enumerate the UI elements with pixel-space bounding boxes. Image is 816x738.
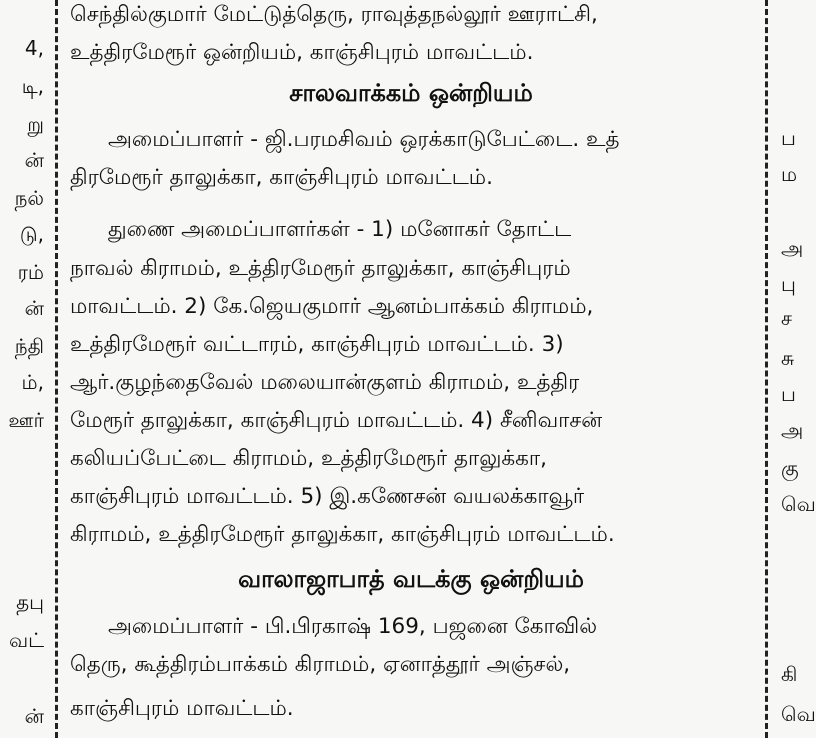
right-fragment-line: ம bbox=[781, 162, 798, 186]
left-fragment-line: டு, bbox=[19, 222, 44, 246]
left-fragment-line: ம், bbox=[21, 370, 44, 394]
body-line: கிராமம், உத்திரமேரூர் தாலுக்கா, காஞ்சிபுரம் மாவட்டம். bbox=[70, 522, 615, 547]
body-line: செந்தில்குமார் மேட்டுத்தெரு, ராவுத்தநல்லூர் ஊராட்சி, bbox=[70, 2, 598, 27]
right-fragment-line: கி bbox=[781, 662, 798, 686]
right-fragment-line: சு bbox=[781, 346, 795, 370]
body-line: உத்திரமேரூர் ஒன்றியம், காஞ்சிபுரம் மாவட்டம். bbox=[70, 40, 534, 65]
left-fragment-line: வட் bbox=[8, 628, 44, 652]
right-fragment-line: ச bbox=[781, 306, 793, 330]
left-fragment-line: ந்தி bbox=[14, 334, 44, 358]
body-line: அமைப்பாளர் - ஜி.பரமசிவம் ஒரக்காடுபேட்டை. உத் bbox=[108, 127, 620, 152]
article-column bbox=[70, 0, 752, 738]
right-fragment-line: வெ bbox=[781, 702, 816, 726]
body-line: காஞ்சிபுரம் மாவட்டம். bbox=[70, 696, 294, 721]
section-heading: வாலாஜாபாத் வடக்கு ஒன்றியம் bbox=[238, 565, 584, 593]
left-fragment-line: 4, bbox=[24, 36, 44, 60]
body-line: மாவட்டம். 2) கே.ஜெயகுமார் ஆனம்பாக்கம் கிராமம், bbox=[70, 294, 594, 319]
right-fragment-line: அ bbox=[781, 418, 804, 442]
right-fragment-line: அ bbox=[781, 236, 804, 260]
body-line: ஆர்.குழந்தைவேல் மலையான்குளம் கிராமம், உத்திர bbox=[70, 370, 580, 395]
body-line: மேரூர் தாலுக்கா, காஞ்சிபுரம் மாவட்டம். 4) சீனிவாசன் bbox=[70, 408, 603, 433]
body-line: தெரு, கூத்திரம்பாக்கம் கிராமம், ஏனாத்தூர் அஞ்சல், bbox=[70, 652, 571, 677]
right-fragment-line: ப bbox=[781, 126, 796, 150]
left-fragment-line: டி, bbox=[21, 74, 44, 98]
body-line: கலியப்பேட்டை கிராமம், உத்திரமேரூர் தாலுக்கா, bbox=[70, 446, 547, 471]
right-fragment-line: பு bbox=[781, 272, 796, 296]
left-fragment-line: ரம் bbox=[17, 260, 44, 284]
right-fragment-line: வெ bbox=[781, 492, 816, 516]
left-fragment-line: நல் bbox=[14, 186, 44, 210]
left-fragment-line: ன் bbox=[24, 296, 44, 320]
right-fragment-line: கு bbox=[781, 456, 799, 480]
left-fragment-line: ன் bbox=[24, 704, 44, 728]
left-fragment-line: தபு bbox=[16, 590, 44, 614]
body-line: அமைப்பாளர் - பி.பிரகாஷ் 169, பஜனை கோவில் bbox=[108, 614, 598, 639]
body-line: நாவல் கிராமம், உத்திரமேரூர் தாலுக்கா, காஞ்சிபுரம் bbox=[70, 256, 571, 281]
left-column-fragment bbox=[0, 0, 50, 738]
column-divider-left bbox=[55, 0, 58, 738]
section-heading: சாலவாக்கம் ஒன்றியம் bbox=[289, 79, 533, 107]
body-line: உத்திரமேரூர் வட்டாரம், காஞ்சிபுரம் மாவட்டம். 3) bbox=[70, 332, 564, 357]
left-fragment-line: று bbox=[27, 112, 44, 136]
right-column-fragment bbox=[775, 0, 816, 738]
body-line: காஞ்சிபுரம் மாவட்டம். 5) இ.கணேசன் வயலக்காவூர் bbox=[70, 484, 585, 509]
left-fragment-line: ஊர் bbox=[8, 408, 44, 432]
left-fragment-line: ன் bbox=[24, 148, 44, 172]
body-line: துணை அமைப்பாளர்கள் - 1) மனோகர் தோட்ட bbox=[108, 217, 572, 242]
column-divider-right bbox=[765, 0, 768, 738]
body-line: திரமேரூர் தாலுக்கா, காஞ்சிபுரம் மாவட்டம். bbox=[70, 165, 493, 190]
right-fragment-line: ப bbox=[781, 382, 796, 406]
